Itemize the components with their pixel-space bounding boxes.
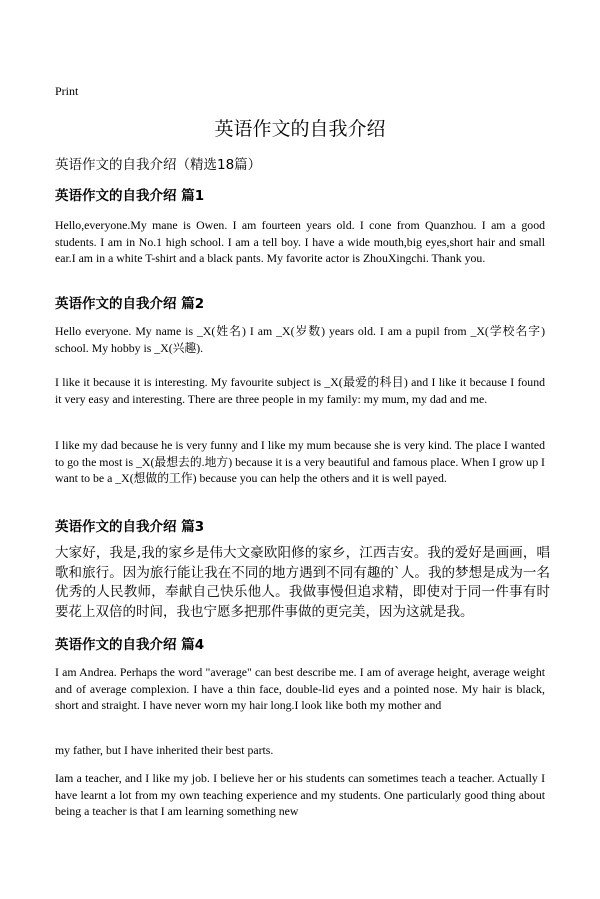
- section-2-paragraph-3: I like my dad because he is very funny and I like my mum because she is very kind. The place I wanted to go the most is _X(最想去的.地方) because it is a very beautiful and famous place. When I grow up I want to be a _X(想做的工作) because you can help the others and it is well payed.: [55, 438, 545, 485]
- document-title: 英语作文的自我介绍: [214, 118, 386, 140]
- print-label: Print: [55, 84, 79, 98]
- section-2-paragraph-1: Hello everyone. My name is _X(姓名) I am _X(岁数) years old. I am a pupil from _X(学校名字) school. My hobby is _X(兴趣).: [55, 324, 545, 355]
- section-2-paragraph-2: I like it because it is interesting. My favourite subject is _X(最爱的科目) and I like it because I found it very easy and interesting. There are three people in my family: my mum, my dad and me.: [55, 375, 545, 406]
- section-4-heading: 英语作文的自我介绍 篇4: [55, 637, 205, 653]
- section-3-heading: 英语作文的自我介绍 篇3: [55, 519, 205, 535]
- section-1-heading: 英语作文的自我介绍 篇1: [55, 188, 205, 204]
- section-4-paragraph-1: I am Andrea. Perhaps the word "average" can best describe me. I am of average height, average weight and of average complexion. I have a thin face, double-lid eyes and a pointed nose. My hair is black, short and straight. I have never worn my hair long.I look like both my mother and: [55, 665, 545, 712]
- section-4-paragraph-3: Iam a teacher, and I like my job. I believe her or his students can sometimes teach a teacher. Actually I have learnt a lot from my own teaching experience and my students. One particularly good thing about being a teacher is that I am learning something new: [55, 771, 545, 818]
- section-1-paragraph-1: Hello,everyone.My mane is Owen. I am fourteen years old. I cone from Quanzhou. I am a good students. I am in No.1 high school. I am a tell boy. I have a wide mouth,big eyes,short hair and small ear.I am in a white T-shirt and a black pants. My favorite actor is ZhouXingchi. Thank you.: [55, 218, 545, 265]
- section-3-paragraph-1: 大家好，我是,我的家乡是伟大文豪欧阳修的家乡，江西吉安。我的爱好是画画，唱歌和旅行。因为旅行能让我在不同的地方遇到不同有趣的`人。我的梦想是成为一名优秀的人民教师，奉献自己快乐他人。我做事慢但追求精，即使对于同一件事有时要花上双倍的时间，我也宁愿多把那件事做的更完美，因为这就是我。: [55, 545, 550, 620]
- document-subtitle: 英语作文的自我介绍（精选18篇）: [55, 157, 262, 173]
- section-4-paragraph-2: my father, but I have inherited their best parts.: [55, 743, 274, 757]
- section-2-heading: 英语作文的自我介绍 篇2: [55, 296, 205, 312]
